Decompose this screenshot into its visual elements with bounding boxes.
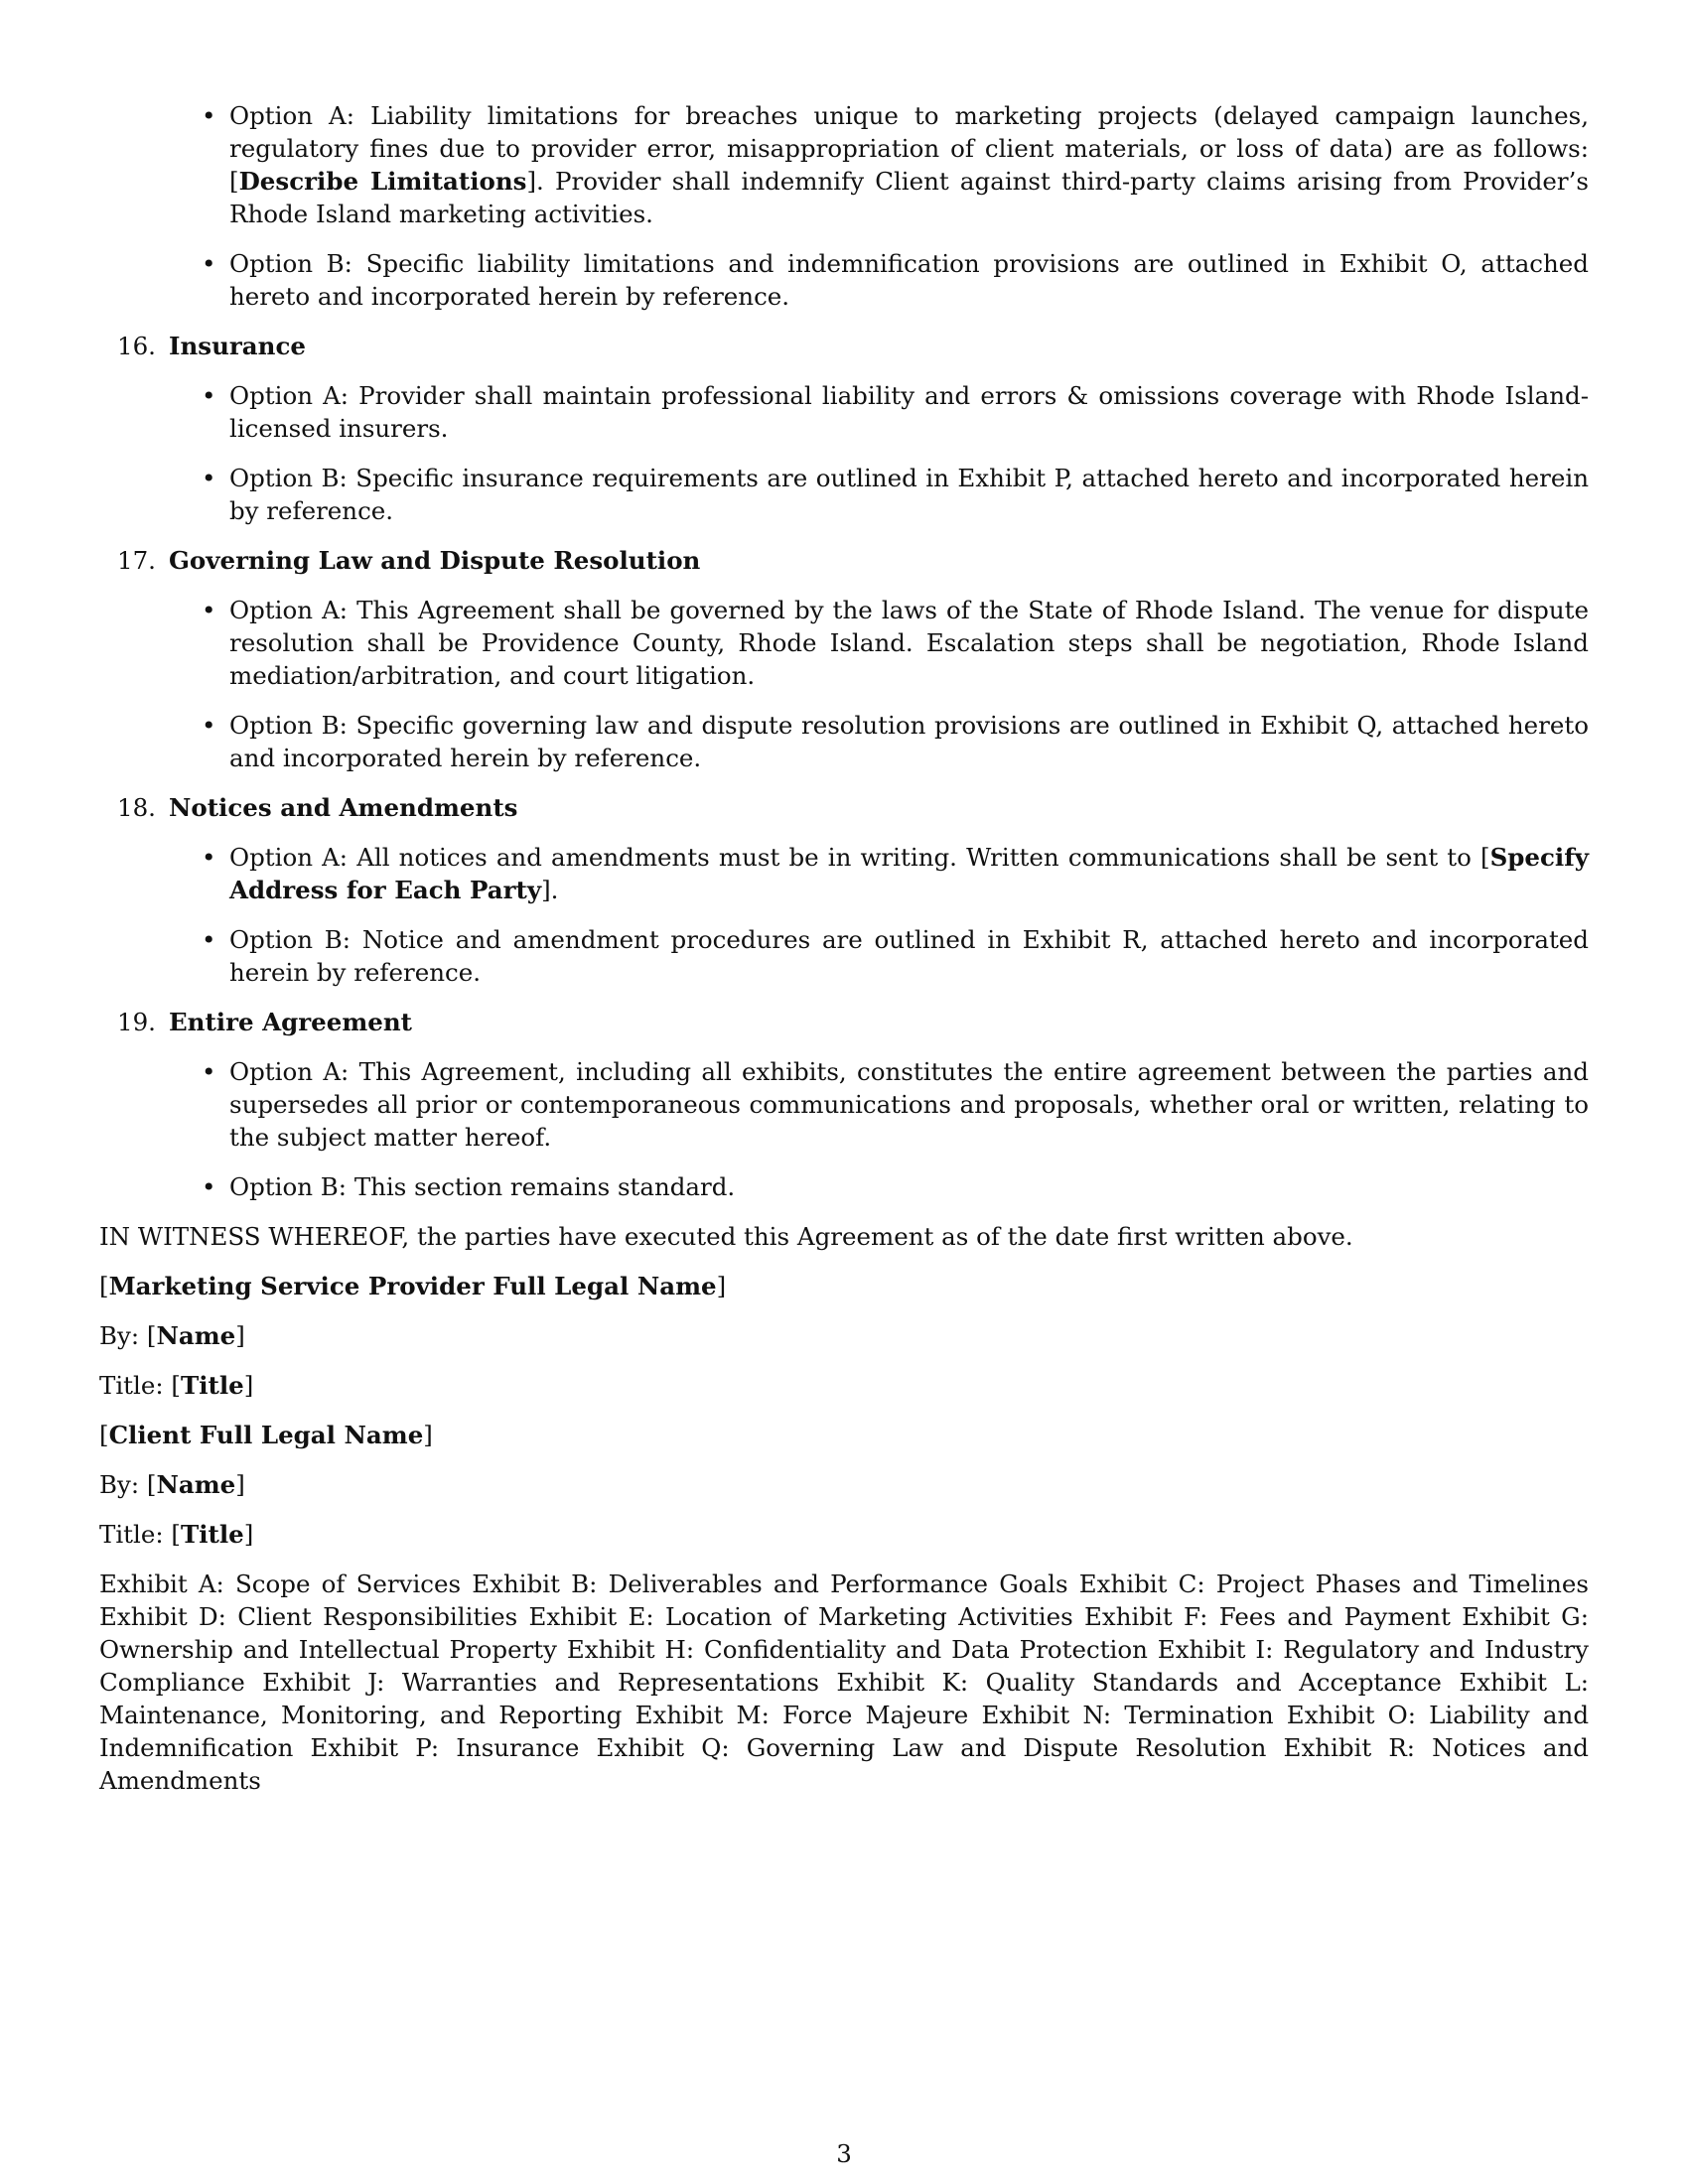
section-19-options [99, 1055, 1589, 1203]
section-19-option-b: • Option B: This section remains standard. [99, 1170, 1589, 1203]
section-18-option-a [99, 841, 1589, 906]
section-number: 16. [117, 332, 156, 360]
title-value: Title [180, 1371, 244, 1400]
section-16-heading [99, 330, 1589, 362]
title-value: Title [180, 1520, 244, 1549]
placeholder-field: Specify Address for Each Party [229, 843, 1589, 904]
option-text: Option A: All notices and amendments must be in writing. Written communications shall be sent to [ [229, 843, 1490, 872]
by-value: Name [156, 1321, 236, 1350]
section-title: Notices and Amendments [169, 793, 518, 822]
section-18-options [99, 841, 1589, 989]
section-17-options [99, 594, 1589, 774]
section-17-option-a: • Option A: This Agreement shall be governed by the laws of the State of Rhode Island. The venue for dispute resolution shall be Providence County, Rhode Island. Escalation steps shall be negotiation, Rhode Island mediation/arbitration, and court litigation. [99, 594, 1589, 692]
section-18-heading [99, 791, 1589, 824]
client-title-line: Title: [Title] [99, 1520, 254, 1549]
provider-by-line: By: [Name] [99, 1321, 245, 1350]
provider-title-line: Title: [Title] [99, 1371, 254, 1400]
option-text: ]. [541, 876, 559, 904]
section-16-option-a: • Option A: Provider shall maintain professional liability and errors & omissions coverage with Rhode Island-licensed insurers. [99, 379, 1589, 445]
client-name-line: [Client Full Legal Name] [99, 1421, 433, 1449]
title-label: Title: [99, 1520, 164, 1549]
title-label: Title: [99, 1371, 164, 1400]
page-number: 3 [836, 2139, 852, 2168]
section-title: Governing Law and Dispute Resolution [169, 546, 701, 575]
exhibit-list: Exhibit A: Scope of Services Exhibit B: Deliverables and Performance Goals Exhibit C: Project Phases and Timelines Exhibit D: Client Responsibilities Exhibit E: Location of Marketing Activities Exhibit F: Fees and Payment Exhibit G: Ownership and Intellectual Property Exhibit H: Confidentiality and Data Protection Exhibit I: Regulatory and Industry Compliance Exhibit J: Warranties and Representations Exhibit K: Quality Standards and Acceptance Exhibit L: Maintenance, Monitoring, and Reporting Exhibit M: Force Majeure Exhibit N: Termination Exhibit O: Liability and Indemnification Exhibit P: Insurance Exhibit Q: Governing Law and Dispute Resolution Exhibit R: Notices and Amendments [99, 1570, 1589, 1795]
by-value: Name [156, 1470, 236, 1499]
section-title: Entire Agreement [169, 1008, 412, 1036]
section-number: 17. [117, 546, 156, 575]
section-title: Insurance [169, 332, 306, 360]
section-17-option-b: • Option B: Specific governing law and dispute resolution provisions are outlined in Exhibit Q, attached hereto and incorporated herein by reference. [99, 709, 1589, 774]
section-17-heading [99, 544, 1589, 577]
provider-name: Marketing Service Provider Full Legal Name [108, 1272, 717, 1300]
provider-name-line: [Marketing Service Provider Full Legal Name] [99, 1272, 727, 1300]
section-number: 18. [117, 793, 156, 822]
option-text: Option A: Liability limitations for breaches unique to marketing projects (delayed campaign launches, regulatory fines due to provider error, misappropriation of client materials, or loss of data) are as follows: [ [229, 101, 1589, 196]
document-page [99, 99, 1589, 1797]
placeholder-field: Describe Limitations [238, 167, 527, 196]
by-label: By: [99, 1470, 140, 1499]
section-16-option-b: • Option B: Specific insurance requirements are outlined in Exhibit P, attached hereto and incorporated herein by reference. [99, 462, 1589, 527]
section-19-option-a: • Option A: This Agreement, including all exhibits, constitutes the entire agreement between the parties and supersedes all prior or contemporaneous communications and proposals, whether oral or written, relating to the subject matter hereof. [99, 1055, 1589, 1154]
client-by-line: By: [Name] [99, 1470, 245, 1499]
option-text: ]. Provider shall indemnify Client against third-party claims arising from Provider’s Rhode Island marketing activities. [229, 167, 1589, 228]
section-number: 19. [117, 1008, 156, 1036]
section-18-option-b: • Option B: Notice and amendment procedures are outlined in Exhibit R, attached hereto and incorporated herein by reference. [99, 923, 1589, 989]
section-15-option-b: • Option B: Specific liability limitations and indemnification provisions are outlined in Exhibit O, attached hereto and incorporated herein by reference. [99, 247, 1589, 313]
witness-statement: IN WITNESS WHEREOF, the parties have executed this Agreement as of the date first written above. [99, 1222, 1353, 1251]
section-15-options [99, 99, 1589, 313]
client-name: Client Full Legal Name [108, 1421, 424, 1449]
section-15-option-a [99, 99, 1589, 230]
section-16-options [99, 379, 1589, 527]
section-19-heading [99, 1006, 1589, 1038]
by-label: By: [99, 1321, 140, 1350]
